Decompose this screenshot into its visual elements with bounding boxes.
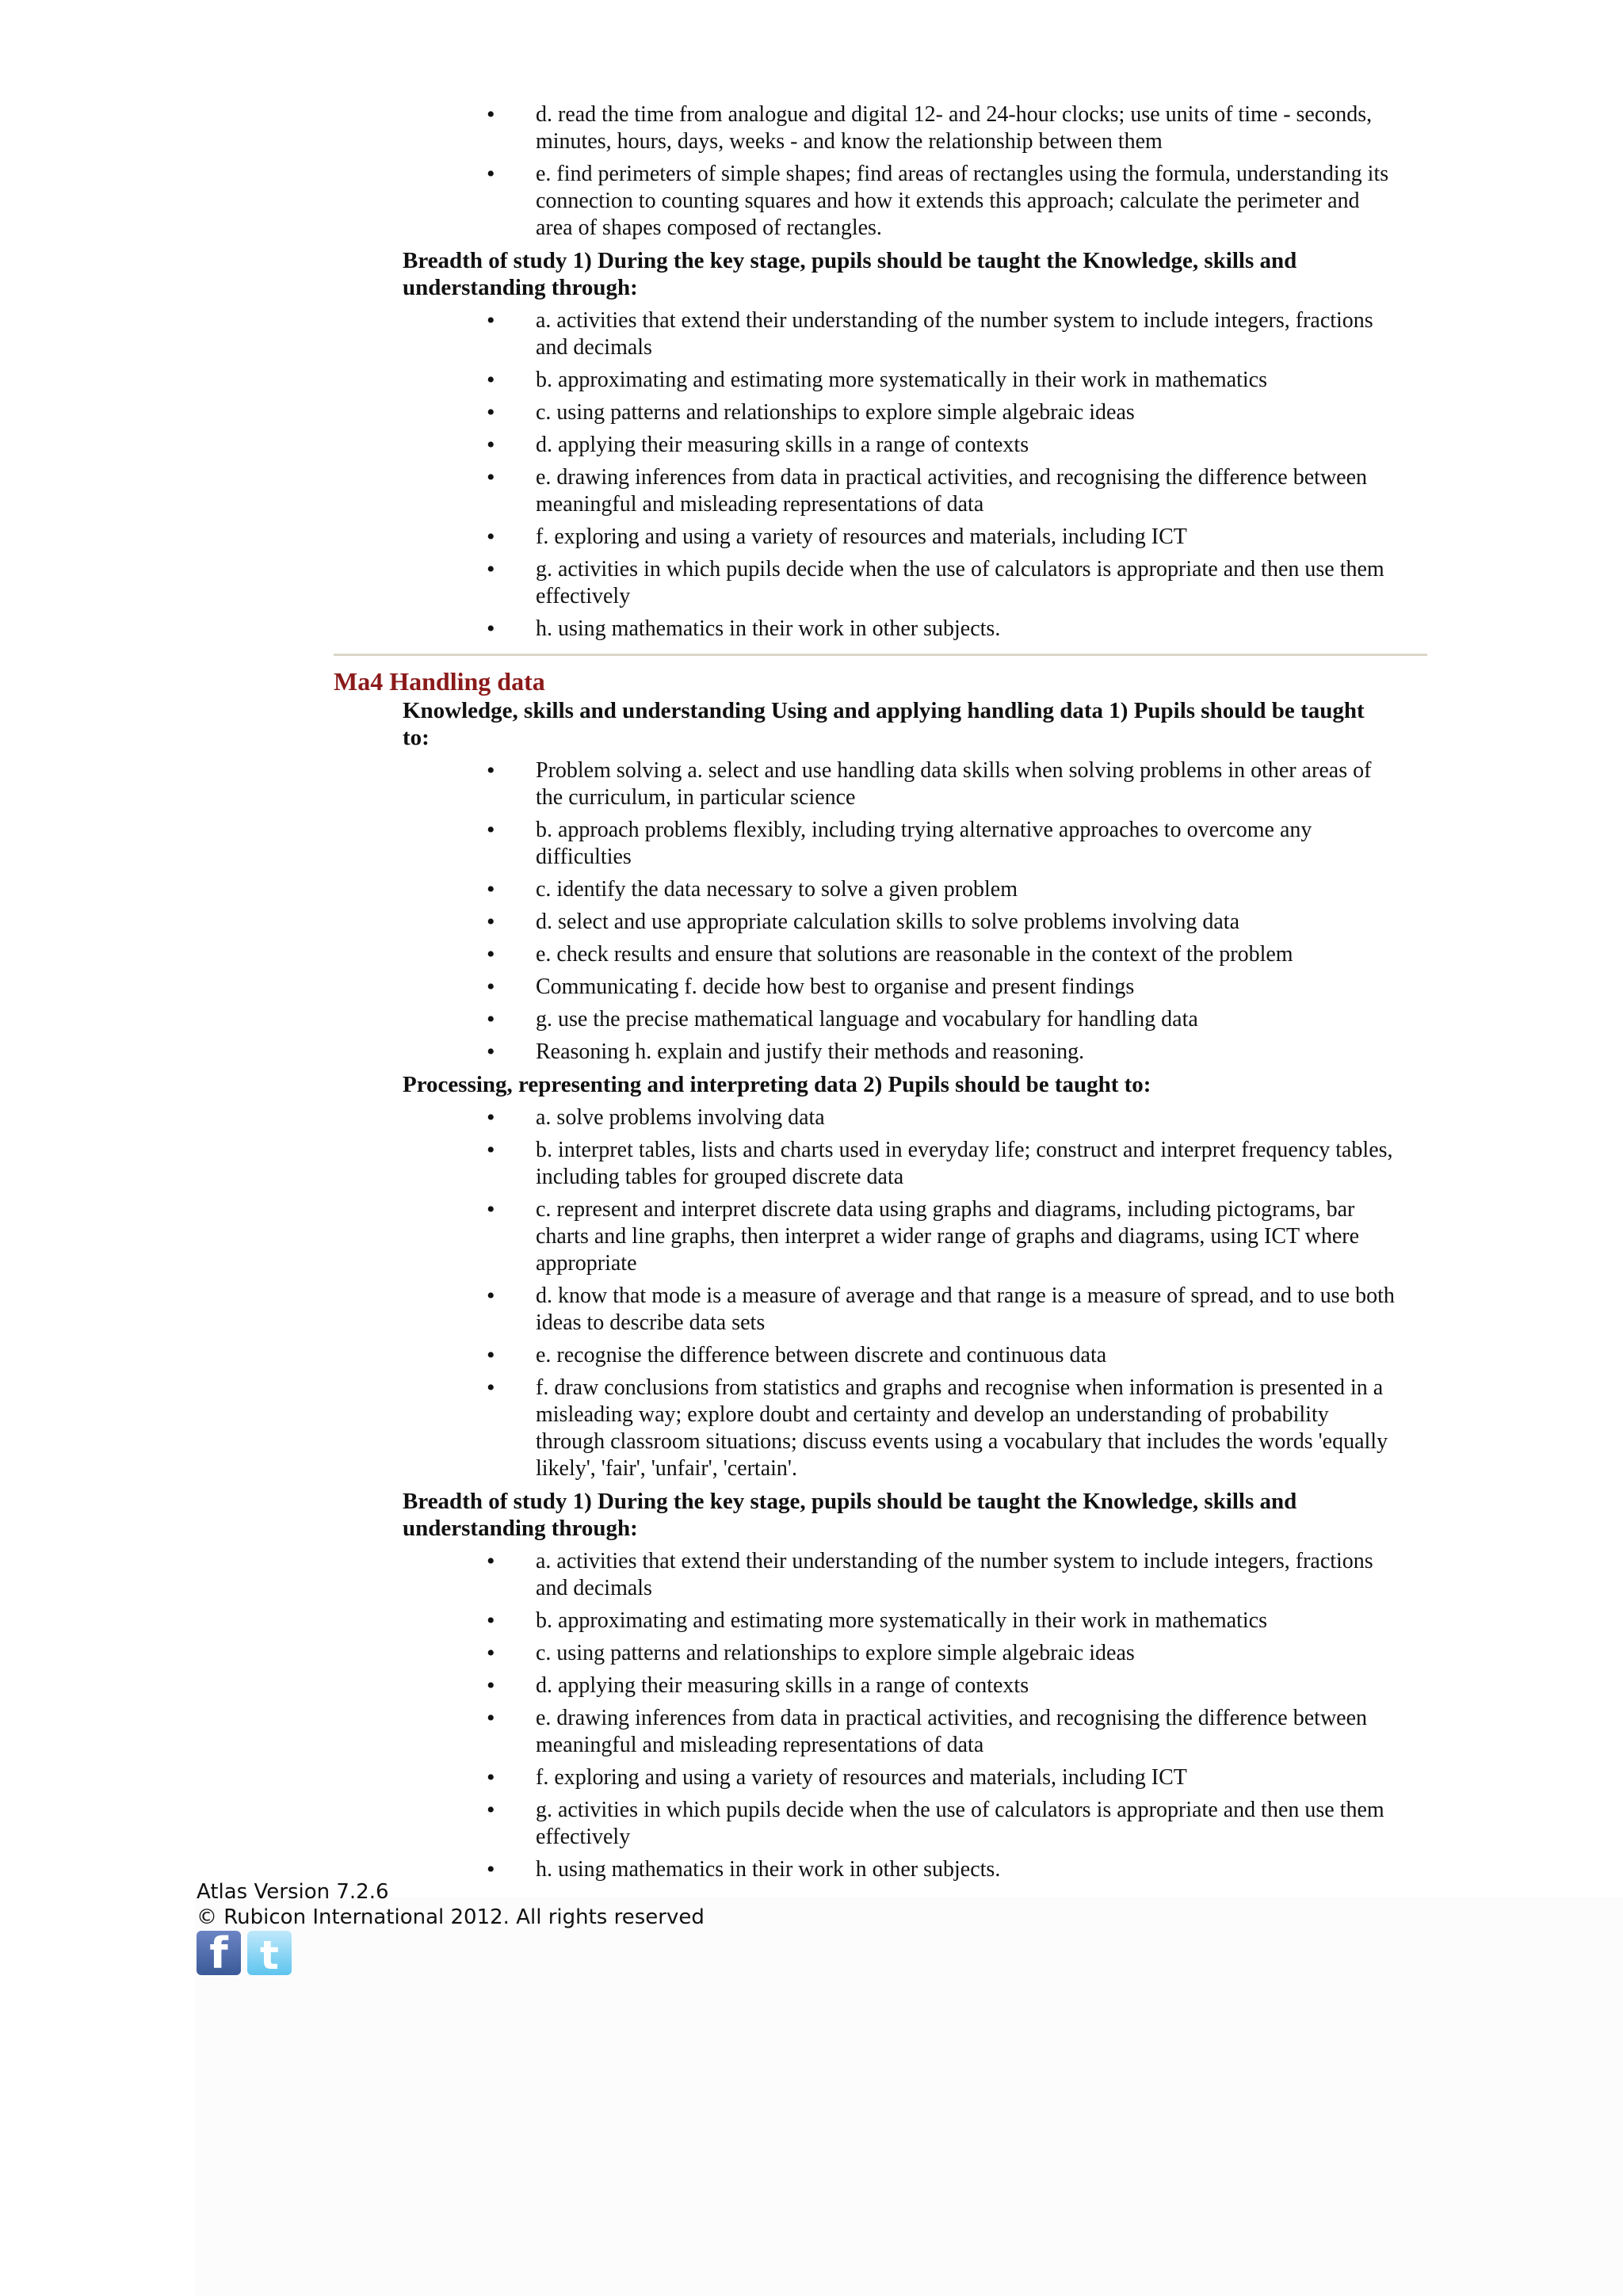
list-item <box>487 367 1400 394</box>
list-item-text: b. approach problems flexibly, including trying alternative approaches to overcome any difficulties <box>536 818 1312 869</box>
list-item <box>487 1797 1400 1851</box>
list-item-text: e. find perimeters of simple shapes; find areas of rectangles using the formula, understanding its connection to counting squares and how it extends this approach; calculate the perimeter and area of shapes composed of rectangles. <box>536 162 1389 240</box>
list-item-text: b. approximating and estimating more systematically in their work in mathematics <box>536 1608 1268 1633</box>
list-item <box>487 1006 1400 1033</box>
facebook-glyph: f <box>209 1931 228 1975</box>
breadth-of-study-heading-2: Breadth of study 1) During the key stage, pupils should be taught the Knowledge, skills and understanding through: <box>403 1489 1297 1541</box>
list-item <box>487 1283 1400 1337</box>
bullet-icon: • <box>487 1548 495 1574</box>
bullet-icon: • <box>487 1137 495 1163</box>
top-list <box>0 101 1623 242</box>
bullet-icon: • <box>487 1764 495 1791</box>
list-item-text: Reasoning h. explain and justify their methods and reasoning. <box>536 1039 1085 1064</box>
list-item <box>487 556 1400 610</box>
list-item <box>487 1137 1400 1191</box>
list-item <box>487 909 1400 936</box>
list-item <box>487 307 1400 361</box>
bullet-icon: • <box>487 1104 495 1131</box>
list-item-text: d. know that mode is a measure of average and that range is a measure of spread, and to use both ideas to describe data sets <box>536 1283 1395 1335</box>
list-item-text: f. draw conclusions from statistics and graphs and recognise when information is presented in a misleading way; explore doubt and certainty and develop an understanding of probability through classroom situations; discuss events using a vocabulary that includes the words 'equally likely', 'fair', 'unfair', 'certain'. <box>536 1375 1388 1481</box>
breadth-of-study-list-2 <box>0 1548 1623 1883</box>
list-item <box>487 1705 1400 1759</box>
list-item-text: e. drawing inferences from data in practical activities, and recognising the difference between meaningful and misleading representations of data <box>536 465 1368 517</box>
bullet-icon: • <box>487 1006 495 1032</box>
bullet-icon: • <box>487 941 495 967</box>
breadth-of-study-heading: Breadth of study 1) During the key stage, pupils should be taught the Knowledge, skills and understanding through: <box>403 248 1297 300</box>
list-item <box>487 1608 1400 1634</box>
list-item-text: e. recognise the difference between discrete and continuous data <box>536 1343 1107 1367</box>
list-item-text: f. exploring and using a variety of resources and materials, including ICT <box>536 524 1187 549</box>
processing-list <box>0 1104 1623 1482</box>
bullet-icon: • <box>487 1797 495 1823</box>
bullet-icon: • <box>487 161 495 187</box>
list-item <box>487 1196 1400 1277</box>
bullet-icon: • <box>487 1039 495 1065</box>
list-item-text: c. using patterns and relationships to explore simple algebraic ideas <box>536 1641 1135 1665</box>
list-item <box>487 1375 1400 1482</box>
bullet-icon: • <box>487 399 495 425</box>
copyright-text: © Rubicon International 2012. All rights reserved <box>197 1905 705 1929</box>
bullet-icon: • <box>487 1640 495 1666</box>
bullet-icon: • <box>487 1283 495 1309</box>
list-item-text: d. select and use appropriate calculation skills to solve problems involving data <box>536 910 1240 934</box>
list-item <box>487 817 1400 871</box>
bullet-icon: • <box>487 464 495 490</box>
bullet-icon: • <box>487 616 495 642</box>
list-item <box>487 1548 1400 1602</box>
section-title: Ma4 Handling data <box>334 667 545 696</box>
list-item-text: g. activities in which pupils decide when the use of calculators is appropriate and then use them effectively <box>536 1798 1384 1849</box>
list-item-text: e. check results and ensure that solutions are reasonable in the context of the problem <box>536 942 1293 967</box>
list-item <box>487 399 1400 426</box>
footer <box>197 1879 705 1930</box>
twitter-icon[interactable] <box>247 1931 292 1975</box>
list-item-text: d. read the time from analogue and digital 12- and 24-hour clocks; use units of time - seconds, minutes, hours, days, weeks - and know the relationship between them <box>536 102 1373 154</box>
section-divider <box>334 654 1427 656</box>
list-item-text: a. activities that extend their understanding of the number system to include integers, fractions and decimals <box>536 1549 1373 1600</box>
list-item-text: d. applying their measuring skills in a range of contexts <box>536 433 1029 457</box>
list-item-text: a. activities that extend their understanding of the number system to include integers, fractions and decimals <box>536 308 1373 360</box>
bullet-icon: • <box>487 101 495 128</box>
bullet-icon: • <box>487 307 495 334</box>
version-text: Atlas Version 7.2.6 <box>197 1880 389 1904</box>
list-item-text: e. drawing inferences from data in practical activities, and recognising the difference between meaningful and misleading representations of data <box>536 1706 1368 1757</box>
bullet-icon: • <box>487 1705 495 1731</box>
list-item <box>487 101 1400 155</box>
bullet-icon: • <box>487 524 495 550</box>
knowledge-skills-list <box>0 757 1623 1066</box>
bullet-icon: • <box>487 1196 495 1222</box>
list-item-text: b. interpret tables, lists and charts used in everyday life; construct and interpret frequency tables, including tables for grouped discrete data <box>536 1138 1393 1189</box>
bullet-icon: • <box>487 1375 495 1401</box>
list-item <box>487 161 1400 242</box>
list-item-text: h. using mathematics in their work in other subjects. <box>536 1857 1001 1882</box>
twitter-glyph: t <box>260 1932 279 1975</box>
bullet-icon: • <box>487 757 495 784</box>
list-item-text: c. represent and interpret discrete data using graphs and diagrams, including pictograms, bar charts and line graphs, then interpret a wider range of graphs and diagrams, using ICT where appropriate <box>536 1197 1360 1276</box>
bullet-icon: • <box>487 556 495 582</box>
bullet-icon: • <box>487 1608 495 1634</box>
list-item <box>487 1039 1400 1066</box>
list-item-text: f. exploring and using a variety of resources and materials, including ICT <box>536 1765 1187 1790</box>
list-item <box>487 432 1400 459</box>
bullet-icon: • <box>487 909 495 935</box>
social-links <box>197 1931 292 1975</box>
list-item <box>487 1342 1400 1369</box>
bullet-icon: • <box>487 876 495 902</box>
list-item-text: Problem solving a. select and use handling data skills when solving problems in other areas of the curriculum, in particular science <box>536 758 1372 810</box>
page-background-shade <box>195 1897 1623 2296</box>
list-item-text: a. solve problems involving data <box>536 1105 825 1130</box>
bullet-icon: • <box>487 1342 495 1368</box>
list-item <box>487 616 1400 643</box>
list-item-text: Communicating f. decide how best to organise and present findings <box>536 974 1135 999</box>
bullet-icon: • <box>487 974 495 1000</box>
list-item <box>487 1672 1400 1699</box>
breadth-of-study-list <box>0 307 1623 643</box>
list-item <box>487 757 1400 811</box>
list-item <box>487 1104 1400 1131</box>
list-item <box>487 1764 1400 1791</box>
list-item-text: c. using patterns and relationships to explore simple algebraic ideas <box>536 400 1135 425</box>
list-item-text: c. identify the data necessary to solve a given problem <box>536 877 1018 902</box>
list-item-text: g. activities in which pupils decide when the use of calculators is appropriate and then use them effectively <box>536 557 1384 608</box>
list-item <box>487 974 1400 1001</box>
processing-heading: Processing, representing and interpreting data 2) Pupils should be taught to: <box>403 1072 1151 1097</box>
bullet-icon: • <box>487 1856 495 1882</box>
list-item-text: h. using mathematics in their work in other subjects. <box>536 616 1001 641</box>
bullet-icon: • <box>487 367 495 393</box>
list-item <box>487 524 1400 551</box>
list-item <box>487 876 1400 903</box>
list-item <box>487 1640 1400 1667</box>
list-item <box>487 464 1400 518</box>
list-item-text: d. applying their measuring skills in a range of contexts <box>536 1673 1029 1698</box>
facebook-icon[interactable] <box>197 1931 241 1975</box>
list-item <box>487 941 1400 968</box>
bullet-icon: • <box>487 432 495 458</box>
bullet-icon: • <box>487 1672 495 1699</box>
list-item-text: g. use the precise mathematical language and vocabulary for handling data <box>536 1007 1198 1032</box>
bullet-icon: • <box>487 817 495 843</box>
list-item-text: b. approximating and estimating more systematically in their work in mathematics <box>536 368 1268 392</box>
knowledge-skills-heading: Knowledge, skills and understanding Using and applying handling data 1) Pupils should be taught to: <box>403 698 1365 750</box>
